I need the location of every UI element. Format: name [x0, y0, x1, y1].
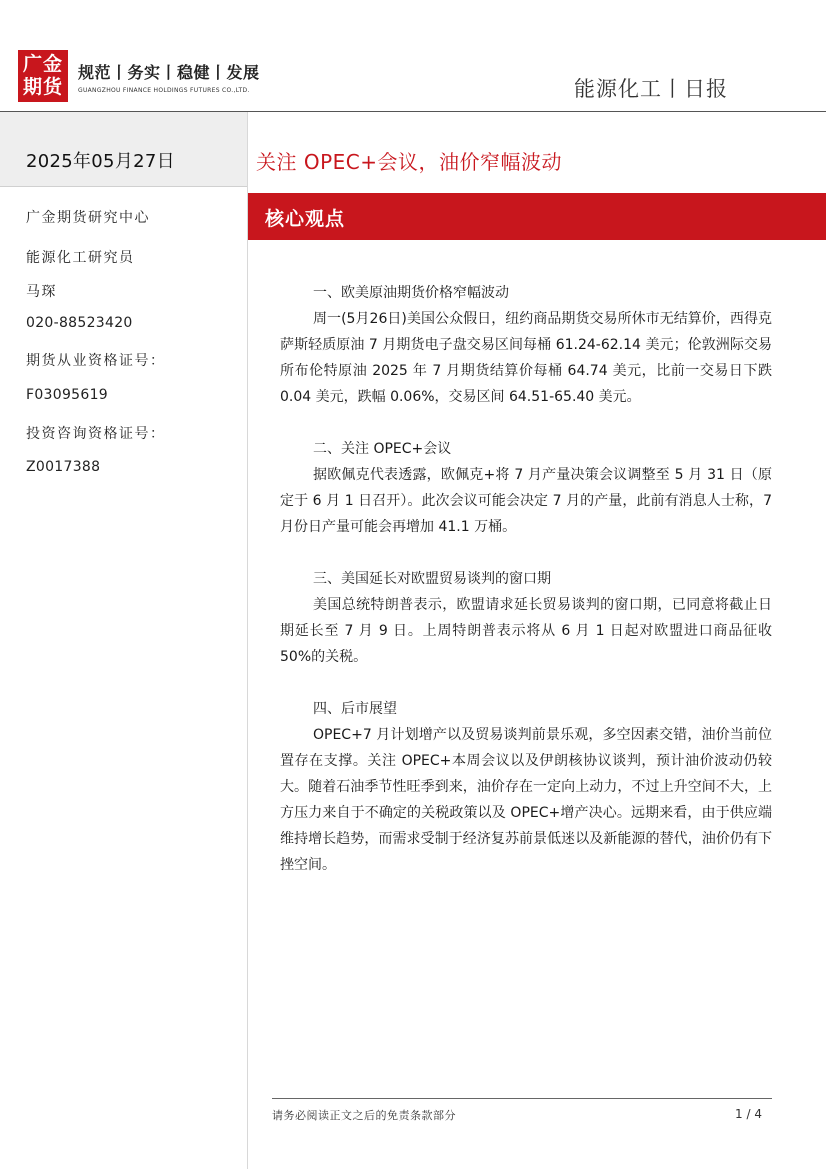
company-english-name: GUANGZHOU FINANCE HOLDINGS FUTURES CO.,LTD.: [78, 87, 250, 94]
consult-label: 投资咨询资格证号：: [26, 426, 166, 442]
section-heading: 一、欧美原油期货价格窄幅波动: [313, 285, 509, 301]
license-number: F03095619: [26, 387, 109, 403]
disclaimer-note: 请务必阅读正文之后的免责条款部分: [272, 1109, 456, 1122]
report-title: 关注 OPEC+会议，油价窄幅波动: [256, 150, 563, 174]
company-logo: [18, 50, 68, 102]
section-heading: 二、关注 OPEC+会议: [313, 441, 452, 457]
company-slogan: 规范丨务实丨稳健丨发展: [78, 63, 260, 82]
consult-number: Z0017388: [26, 459, 101, 475]
paragraph-spacer: [280, 670, 772, 696]
section-heading: 三、美国延长对欧盟贸易谈判的窗口期: [313, 571, 551, 587]
license-label: 期货从业资格证号：: [26, 353, 166, 369]
analyst-name: 马琛: [26, 284, 57, 300]
analyst-role: 能源化工研究员: [26, 250, 135, 266]
section-paragraph: 周一(5月26日)美国公众假日，纽约商品期货交易所休市无结算价，西得克萨斯轻质原油 7 月期货电子盘交易区间每桶 61.24-62.14 美元；伦敦洲际交易所布伦特原油 2025 年 7 月期货结算价每桶 64.74 美元，比前一交易日下跌 0.04 美元，跌幅 0.06%，交易区间 64.51-65.40 美元。: [280, 311, 772, 405]
report-type: 能源化工丨日报: [574, 77, 728, 101]
section-paragraph: 据欧佩克代表透露，欧佩克+将 7 月产量决策会议调整至 5 月 31 日（原定于 6 月 1 日召开）。此次会议可能会决定 7 月的产量，此前有消息人士称，7 月份日产量可能会再增加 41.1 万桶。: [280, 467, 772, 535]
section-title: 核心观点: [265, 208, 346, 230]
logo-text-line2: 期货: [22, 76, 63, 98]
section-paragraph: OPEC+7 月计划增产以及贸易谈判前景乐观，多空因素交错，油价当前位置存在支撑。关注 OPEC+本周会议以及伊朗核协议谈判，预计油价波动仍较大。随着石油季节性旺季到来，油价存在一定向上动力，不过上升空间不大，上方压力来自于不确定的关税政策以及 OPEC+增产决心。远期来看，由于供应端维持增长趋势，而需求受制于经济复苏前景低迷以及新能源的替代，油价仍有下挫空间。: [280, 727, 772, 873]
report-date: 2025年05月27日: [26, 151, 175, 172]
report-content: [280, 280, 772, 878]
research-center: 广金期货研究中心: [26, 210, 150, 226]
paragraph-spacer: [280, 540, 772, 566]
section-header-bar: [248, 193, 826, 240]
paragraph-spacer: [280, 410, 772, 436]
section-heading: 四、后市展望: [313, 701, 397, 717]
date-box: [0, 112, 247, 187]
footer-divider: [272, 1098, 772, 1099]
page-number: 1 / 4: [735, 1107, 762, 1121]
left-sidebar: [0, 112, 248, 1169]
analyst-phone: 020-88523420: [26, 315, 133, 331]
section-paragraph: 美国总统特朗普表示，欧盟请求延长贸易谈判的窗口期，已同意将截止日期延长至 7 月 9 日。上周特朗普表示将从 6 月 1 日起对欧盟进口商品征收 50%的关税。: [280, 597, 772, 665]
logo-text-line1: 广金: [22, 53, 63, 75]
